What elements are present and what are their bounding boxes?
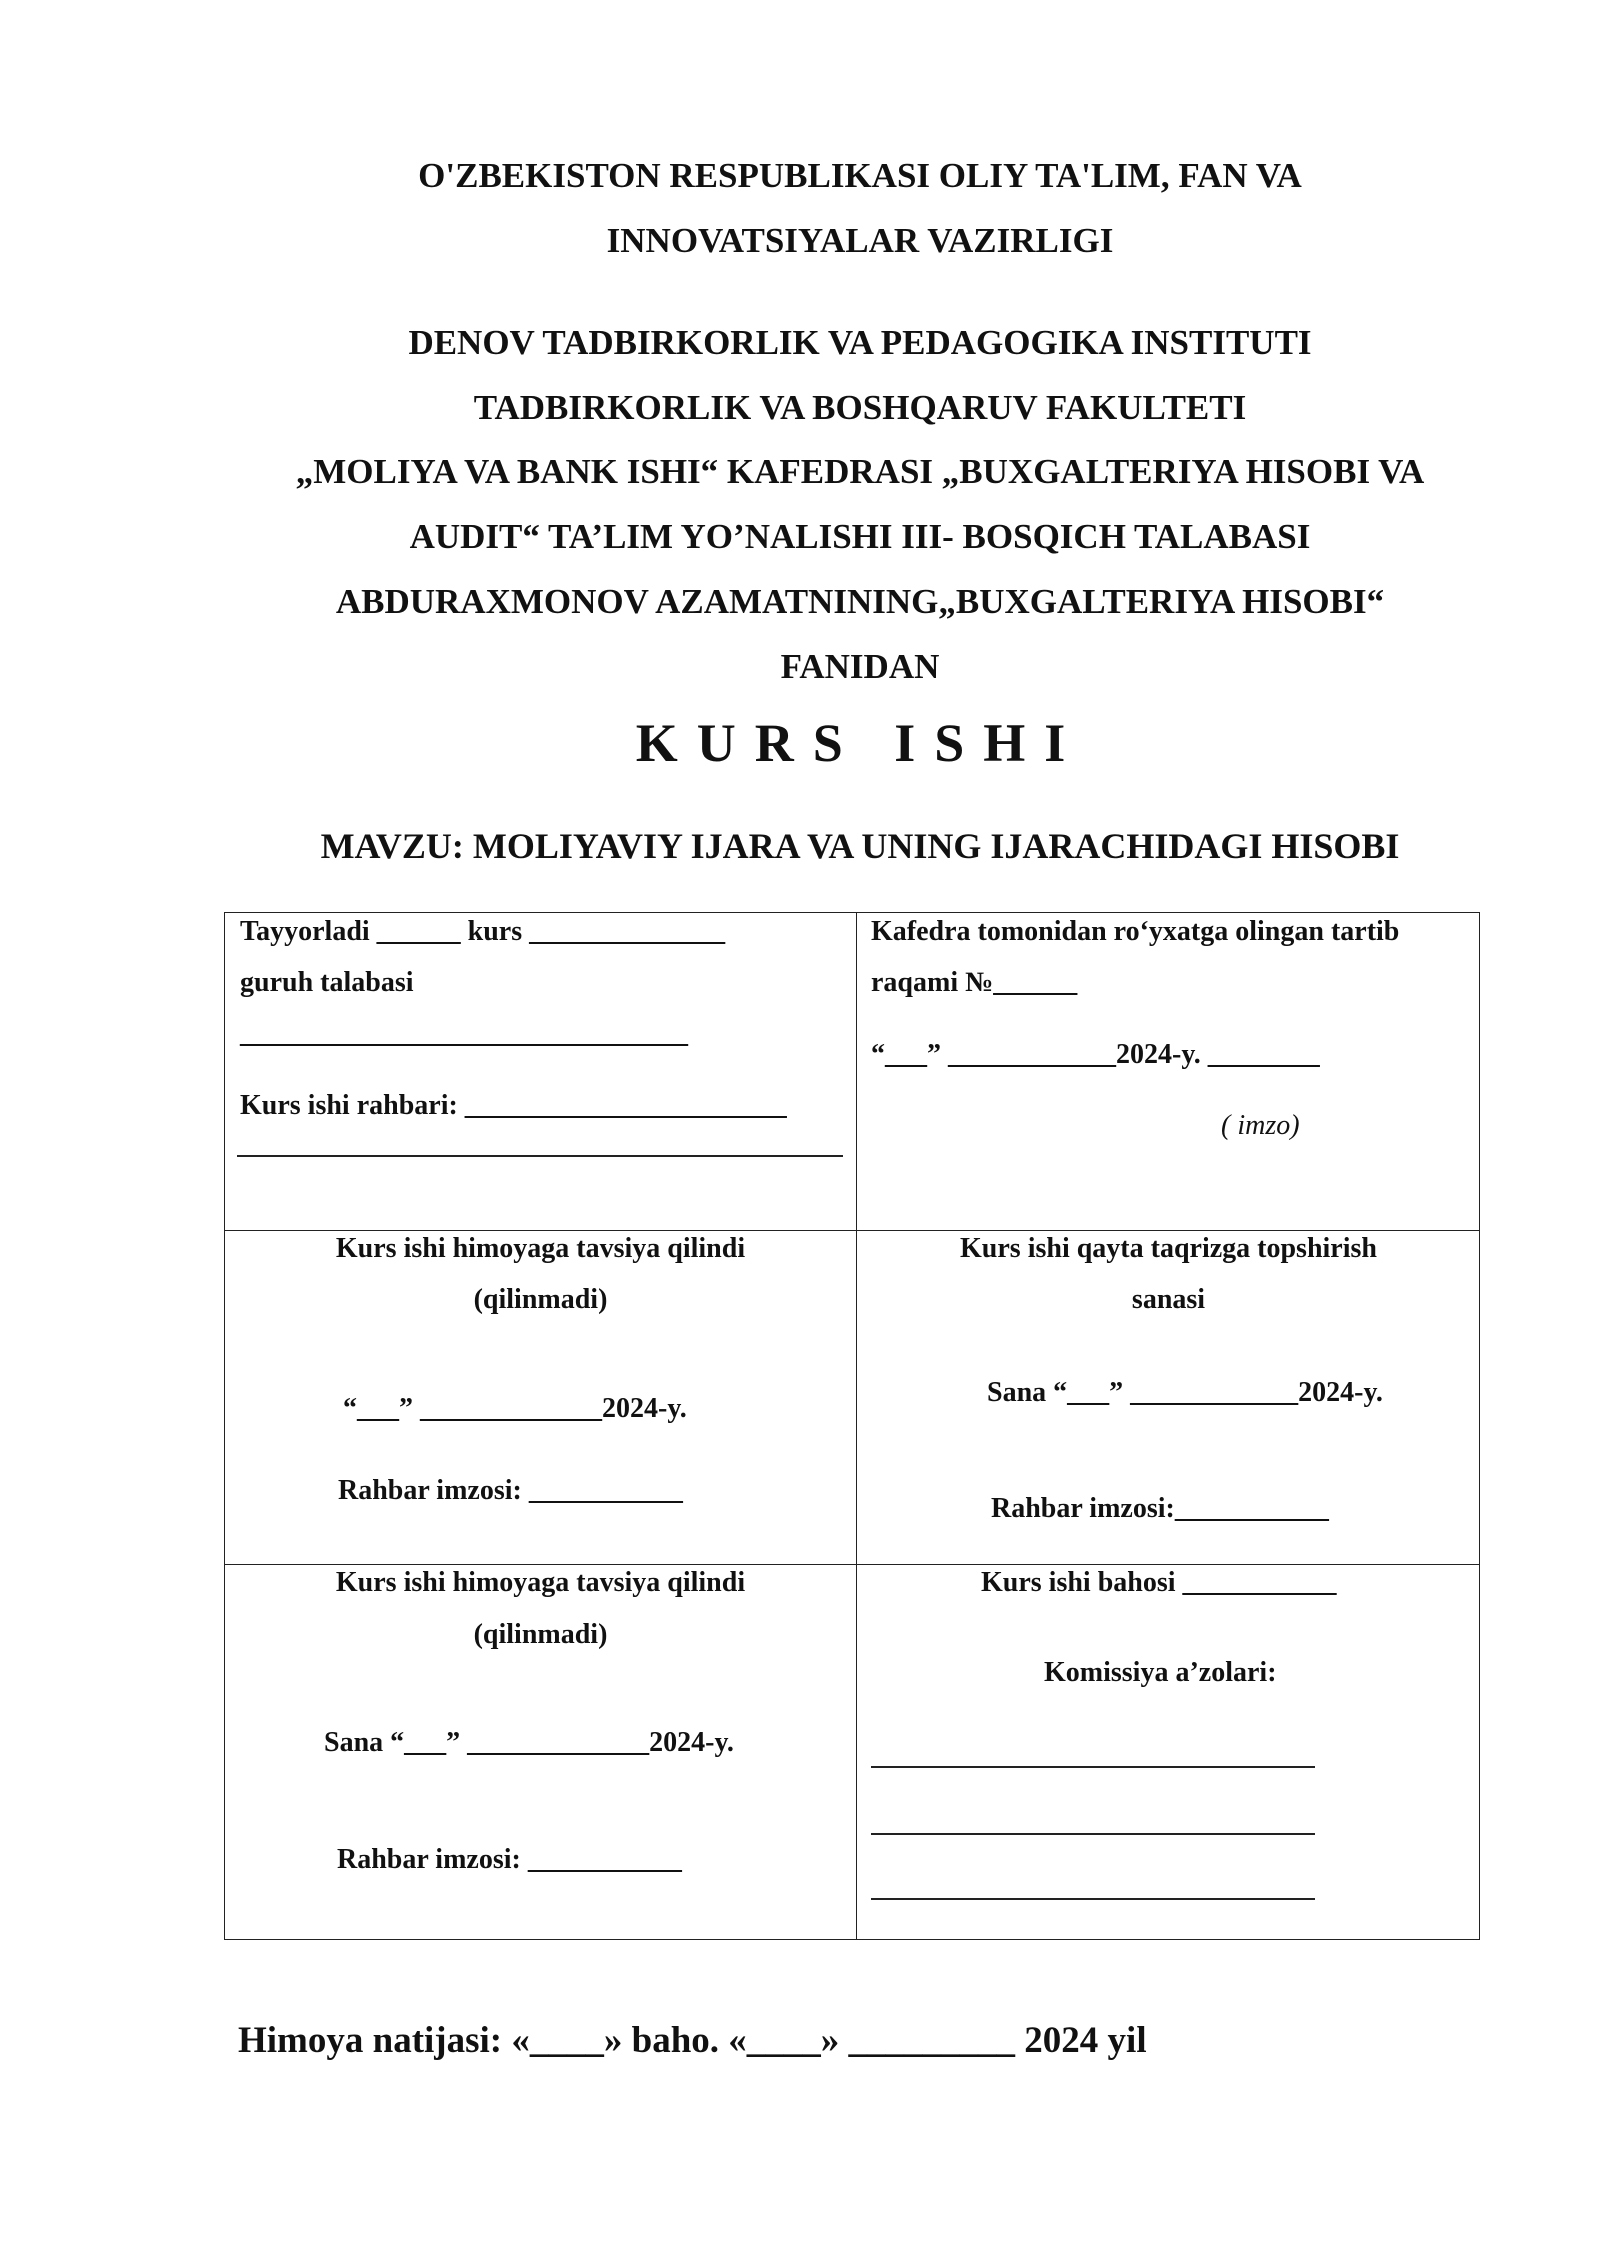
document-title: KURS ISHI xyxy=(635,713,1085,773)
registration-number-line: raqami №______ xyxy=(871,967,1078,998)
institute-line-3: „MOLIYA VA BANK ISHI“ KAFEDRASI „BUXGALTERIYA HISOBI VA xyxy=(295,452,1425,491)
supervisor-underline xyxy=(237,1155,843,1157)
student-course-line: Tayyorladi ______ kurs ______________ xyxy=(240,916,726,947)
defense-recommend-date: “___” _____________2024-y. xyxy=(343,1393,687,1424)
registration-date-line: “___” ____________2024-y. ________ xyxy=(871,1039,1320,1070)
defense-recommend-signature: Rahbar imzosi: ___________ xyxy=(338,1475,683,1506)
defense-recommend-line-1: Kurs ishi himoyaga tavsiya qilindi xyxy=(335,1233,746,1264)
defense-result-line: Himoya natijasi: «____» baho. «____» _________ 2024 yil xyxy=(238,2020,1147,2061)
form-table xyxy=(224,912,1480,1940)
table-row-divider-1 xyxy=(225,1230,1479,1231)
supervisor-line: Kurs ishi rahbari: _______________________ xyxy=(240,1090,787,1121)
final-recommend-signature: Rahbar imzosi: ___________ xyxy=(337,1844,682,1875)
resubmission-date: Sana “___” ____________2024-y. xyxy=(987,1377,1383,1408)
final-recommend-date: Sana “___” _____________2024-y. xyxy=(324,1727,734,1758)
commission-member-line-1 xyxy=(871,1766,1315,1768)
student-name-blank: ________________________________ xyxy=(240,1018,688,1049)
commission-member-line-3 xyxy=(871,1898,1315,1900)
institute-line-6: FANIDAN xyxy=(780,647,940,686)
resubmission-line-1: Kurs ishi qayta taqrizga topshirish xyxy=(960,1233,1377,1264)
commission-label: Komissiya a’zolari: xyxy=(1044,1657,1277,1688)
final-recommend-line-1: Kurs ishi himoyaga tavsiya qilindi xyxy=(335,1567,746,1598)
topic-line: MAVZU: MOLIYAVIY IJARA VA UNING IJARACHIDAGI HISOBI xyxy=(320,826,1400,866)
grade-line: Kurs ishi bahosi ___________ xyxy=(981,1567,1337,1598)
institute-line-1: DENOV TADBIRKORLIK VA PEDAGOGIKA INSTITUTI xyxy=(408,323,1312,362)
ministry-line-2: INNOVATSIYALAR VAZIRLIGI xyxy=(606,221,1114,260)
ministry-line-1: O'ZBEKISTON RESPUBLIKASI OLIY TA'LIM, FAN VA xyxy=(418,156,1302,195)
resubmission-line-2: sanasi xyxy=(1131,1284,1206,1315)
institute-line-4: AUDIT“ TA’LIM YO’NALISHI III- BOSQICH TALABASI xyxy=(409,517,1311,556)
institute-line-5: ABDURAXMONOV AZAMATNINING„BUXGALTERIYA HISOBI“ xyxy=(335,582,1385,621)
registration-line-1: Kafedra tomonidan ro‘yxatga olingan tartib xyxy=(871,916,1400,947)
table-column-divider xyxy=(856,913,857,1939)
resubmission-signature: Rahbar imzosi:___________ xyxy=(991,1493,1329,1524)
final-recommend-line-2: (qilinmadi) xyxy=(473,1619,608,1650)
table-row-divider-2 xyxy=(225,1564,1479,1565)
defense-recommend-line-2: (qilinmadi) xyxy=(473,1284,608,1315)
signature-caption: ( imzo) xyxy=(1221,1110,1300,1141)
student-group-label: guruh talabasi xyxy=(240,967,414,998)
institute-line-2: TADBIRKORLIK VA BOSHQARUV FAKULTETI xyxy=(473,388,1247,427)
commission-member-line-2 xyxy=(871,1833,1315,1835)
